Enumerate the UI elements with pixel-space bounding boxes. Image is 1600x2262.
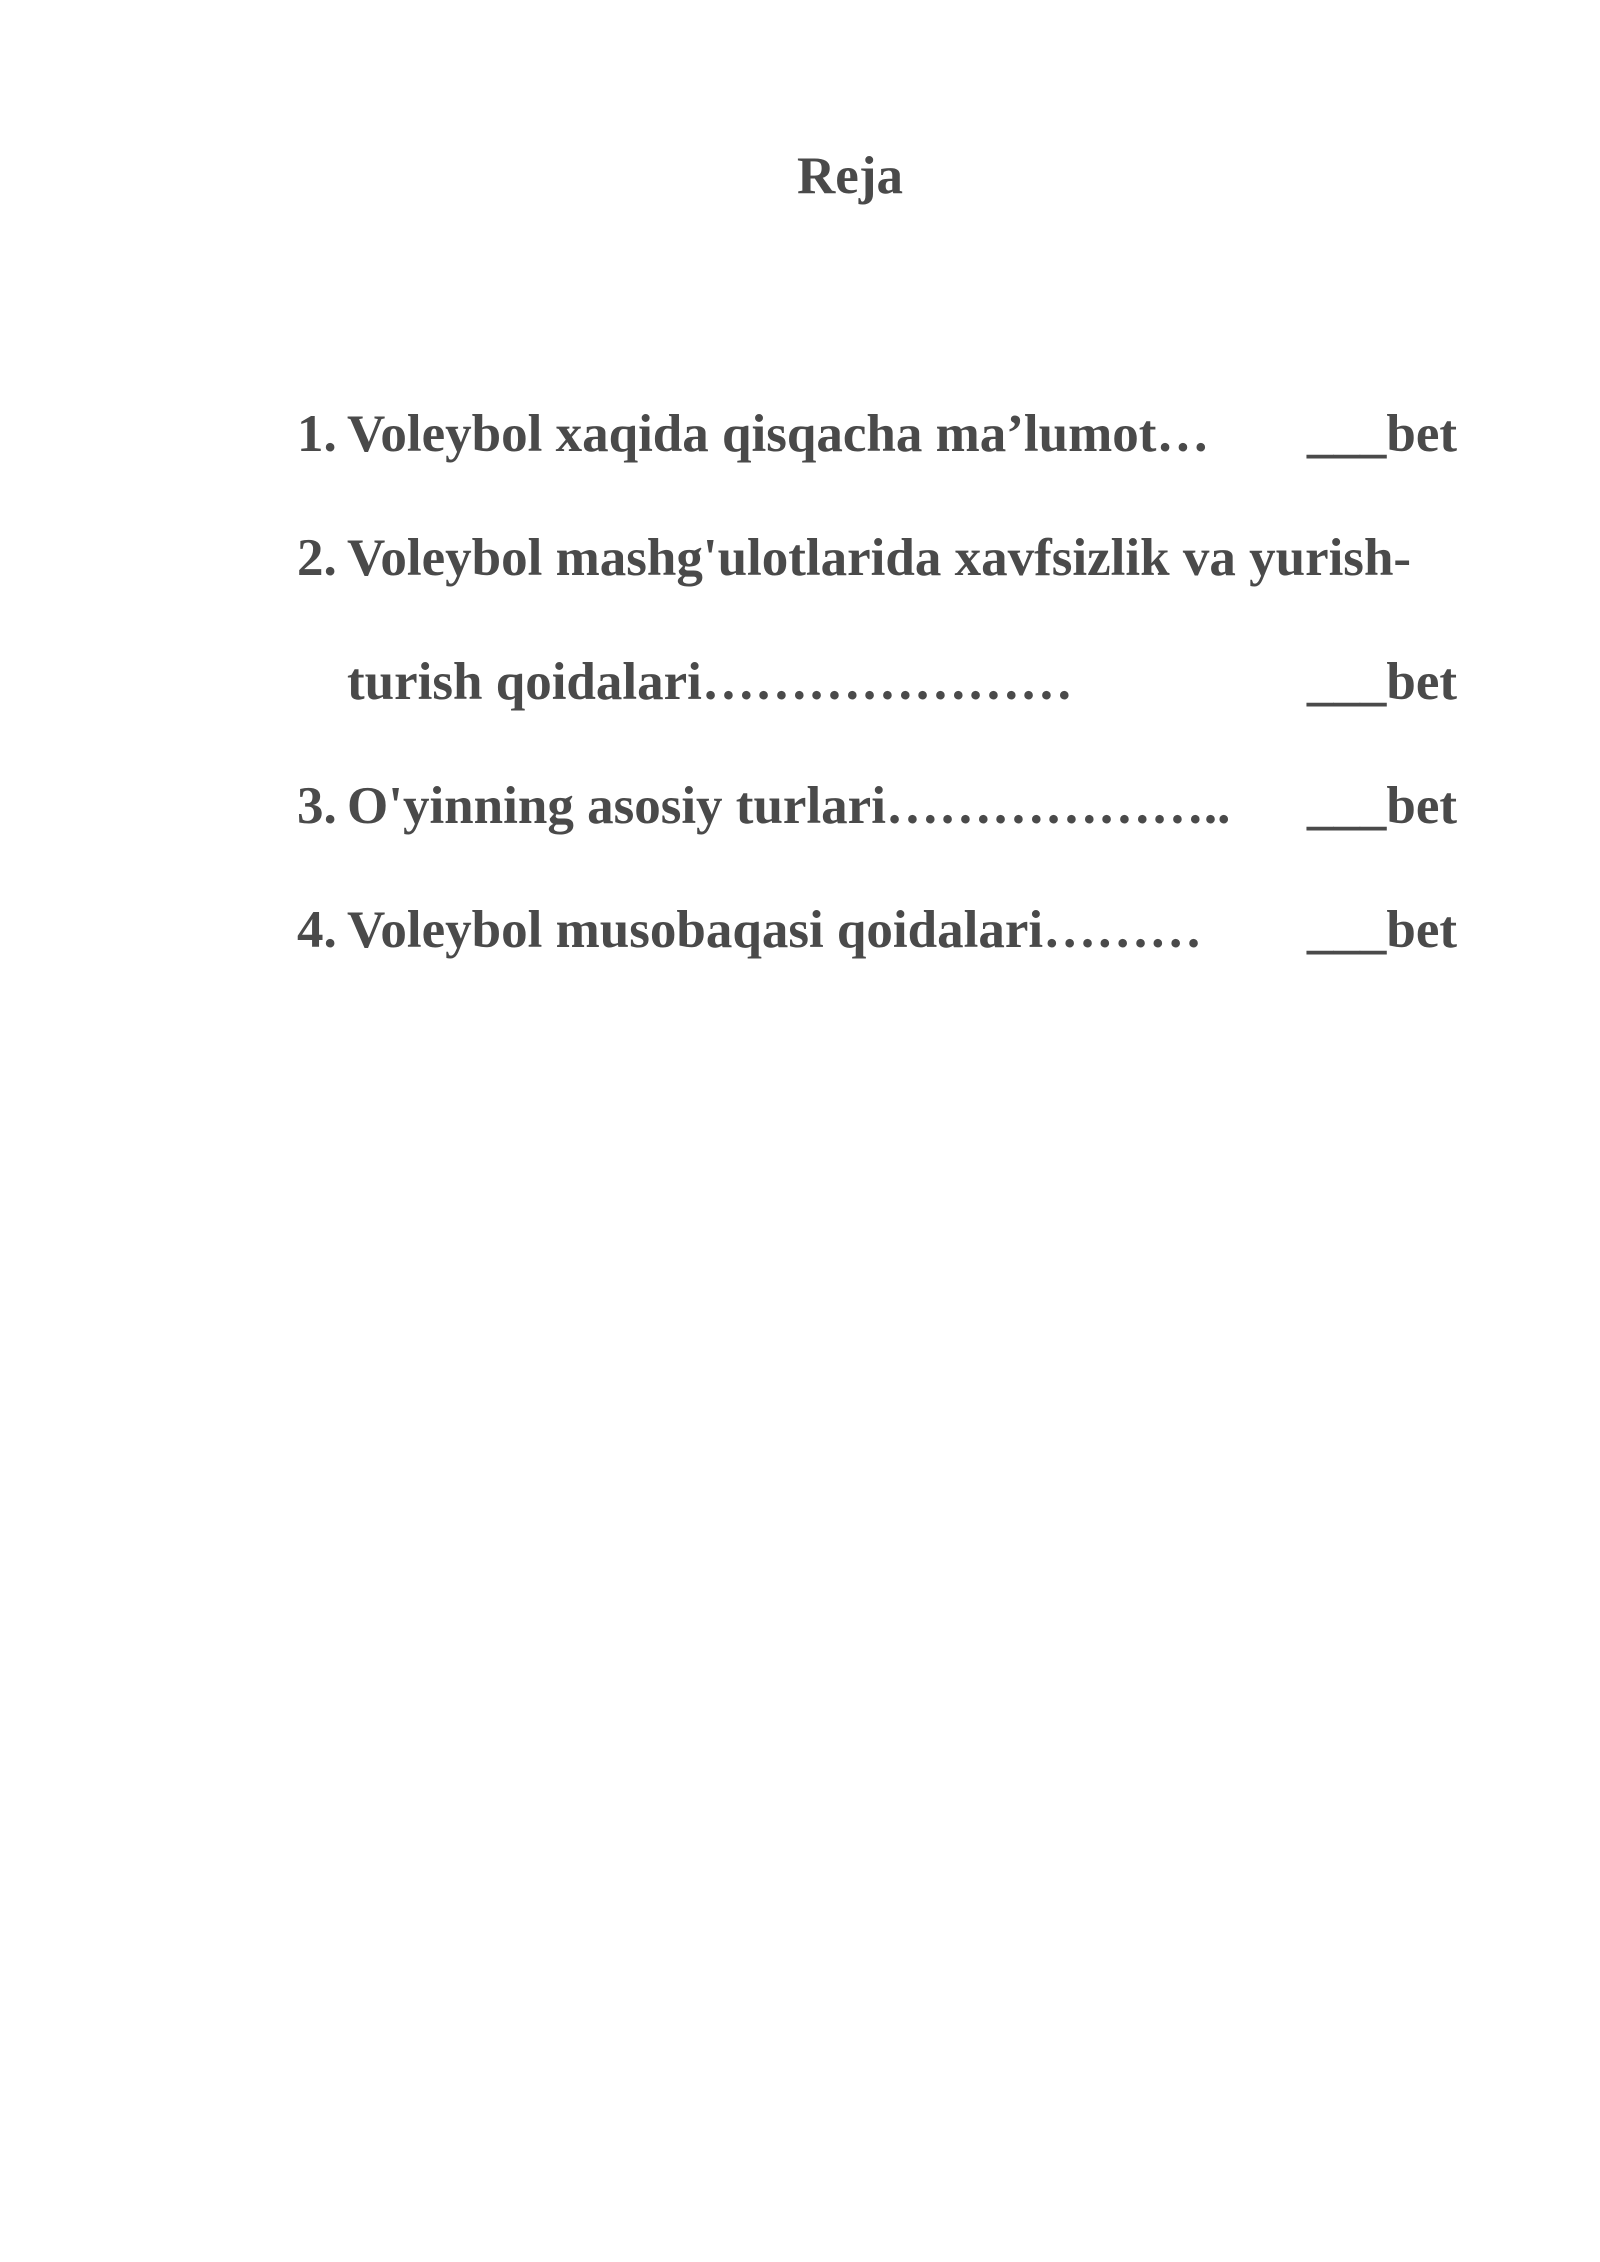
toc-item (297, 771, 1457, 841)
page-title: Reja (797, 147, 903, 205)
toc-item-number: 3. (297, 777, 337, 835)
toc-item (297, 895, 1457, 965)
toc-item-page: ___bet (1306, 777, 1457, 835)
toc-item (297, 523, 1457, 593)
toc-item (297, 399, 1457, 469)
toc-item-number: 2. (297, 529, 337, 587)
toc-item-text: Voleybol musobaqasi qoidalari……… (347, 901, 1203, 959)
toc-item-text-continuation: turish qoidalari………………… (347, 653, 1073, 711)
toc-item-page: ___bet (1306, 653, 1457, 711)
toc-item-page: ___bet (1306, 405, 1457, 463)
toc-item-number: 1. (297, 405, 337, 463)
toc-item-number: 4. (297, 901, 337, 959)
toc-item-page: ___bet (1306, 901, 1457, 959)
toc-item-text: Voleybol xaqida qisqacha ma’lumot… (347, 405, 1210, 463)
toc-item-continuation (297, 647, 1457, 717)
toc-item-text: Voleybol mashg'ulotlarida xavfsizlik va yurish- (347, 529, 1412, 587)
toc-item-text: O'yinning asosiy turlari……………….. (347, 777, 1231, 835)
